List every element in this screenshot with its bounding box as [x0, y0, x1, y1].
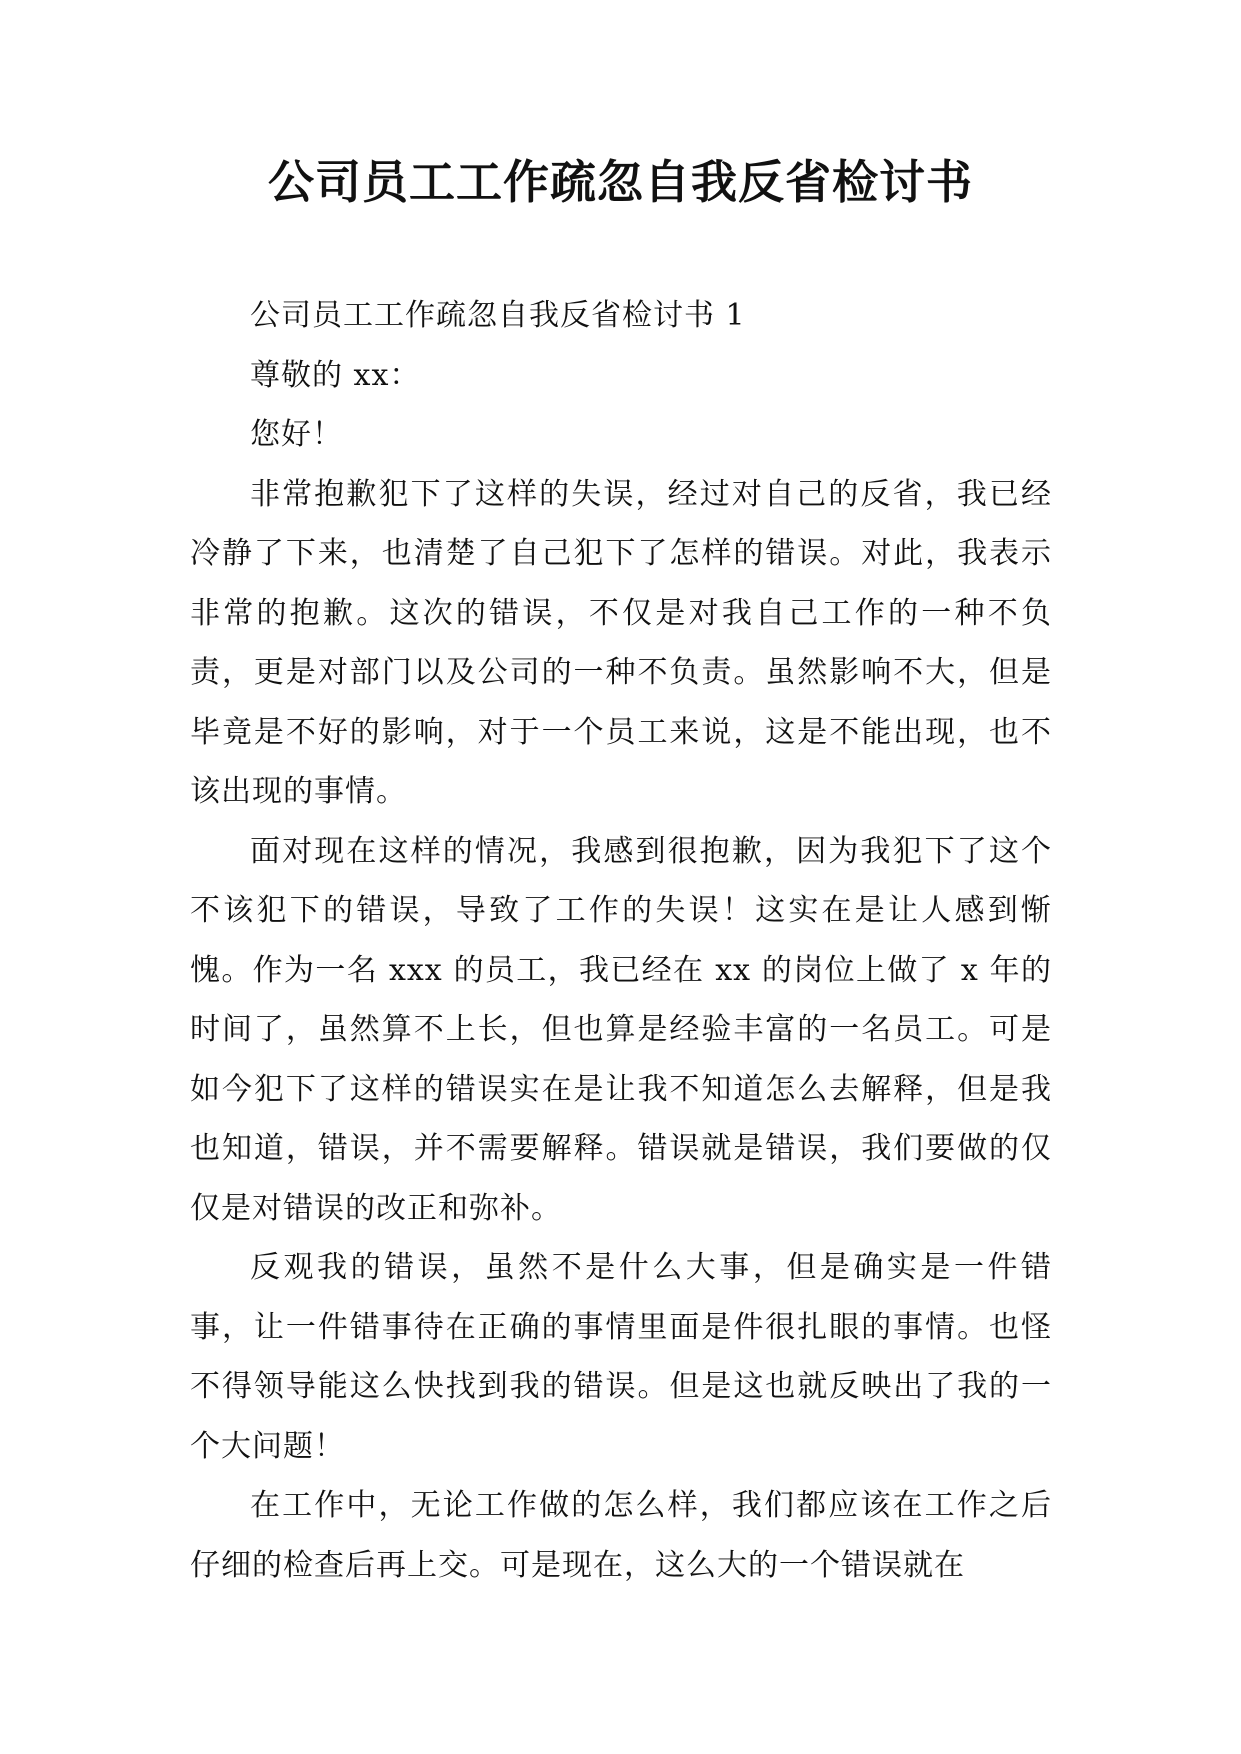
section-heading: 公司员工工作疏忽自我反省检讨书 1	[250, 298, 746, 333]
document-title: 公司员工工作疏忽自我反省检讨书	[268, 155, 973, 209]
body-paragraph: 非常抱歉犯下了这样的失误，经过对自己的反省，我已经冷静了下来，也清楚了自己犯下了怎样的错误。对此，我表示非常的抱歉。这次的错误，不仅是对我自己工作的一种不负责，更是对部门以及公司的一种不负责。虽然影响不大，但是毕竟是不好的影响，对于一个员工来说，这是不能出现，也不该出现的事情。	[190, 476, 1052, 809]
body-paragraph: 在工作中，无论工作做的怎么样，我们都应该在工作之后仔细的检查后再上交。可是现在，这么大的一个错误就在	[190, 1488, 1052, 1583]
body-paragraph: 反观我的错误，虽然不是什么大事，但是确实是一件错事，让一件错事待在正确的事情里面是件很扎眼的事情。也怪不得领导能这么快找到我的错误。但是这也就反映出了我的一个大问题！	[190, 1250, 1052, 1464]
salutation: 尊敬的 xx：	[250, 357, 421, 393]
document-body	[190, 286, 1052, 1595]
body-paragraph: 面对现在这样的情况，我感到很抱歉，因为我犯下了这个不该犯下的错误，导致了工作的失误！这实在是让人感到惭愧。作为一名 xxx 的员工，我已经在 xx 的岗位上做了 x 年的时间了，虽然算不上长，但也算是经验丰富的一名员工。可是如今犯下了这样的错误实在是让我不知道怎么去解释，但是我也知道，错误，并不需要解释。错误就是错误，我们要做的仅仅是对错误的改正和弥补。	[190, 833, 1052, 1226]
greeting: 您好！	[250, 417, 343, 452]
